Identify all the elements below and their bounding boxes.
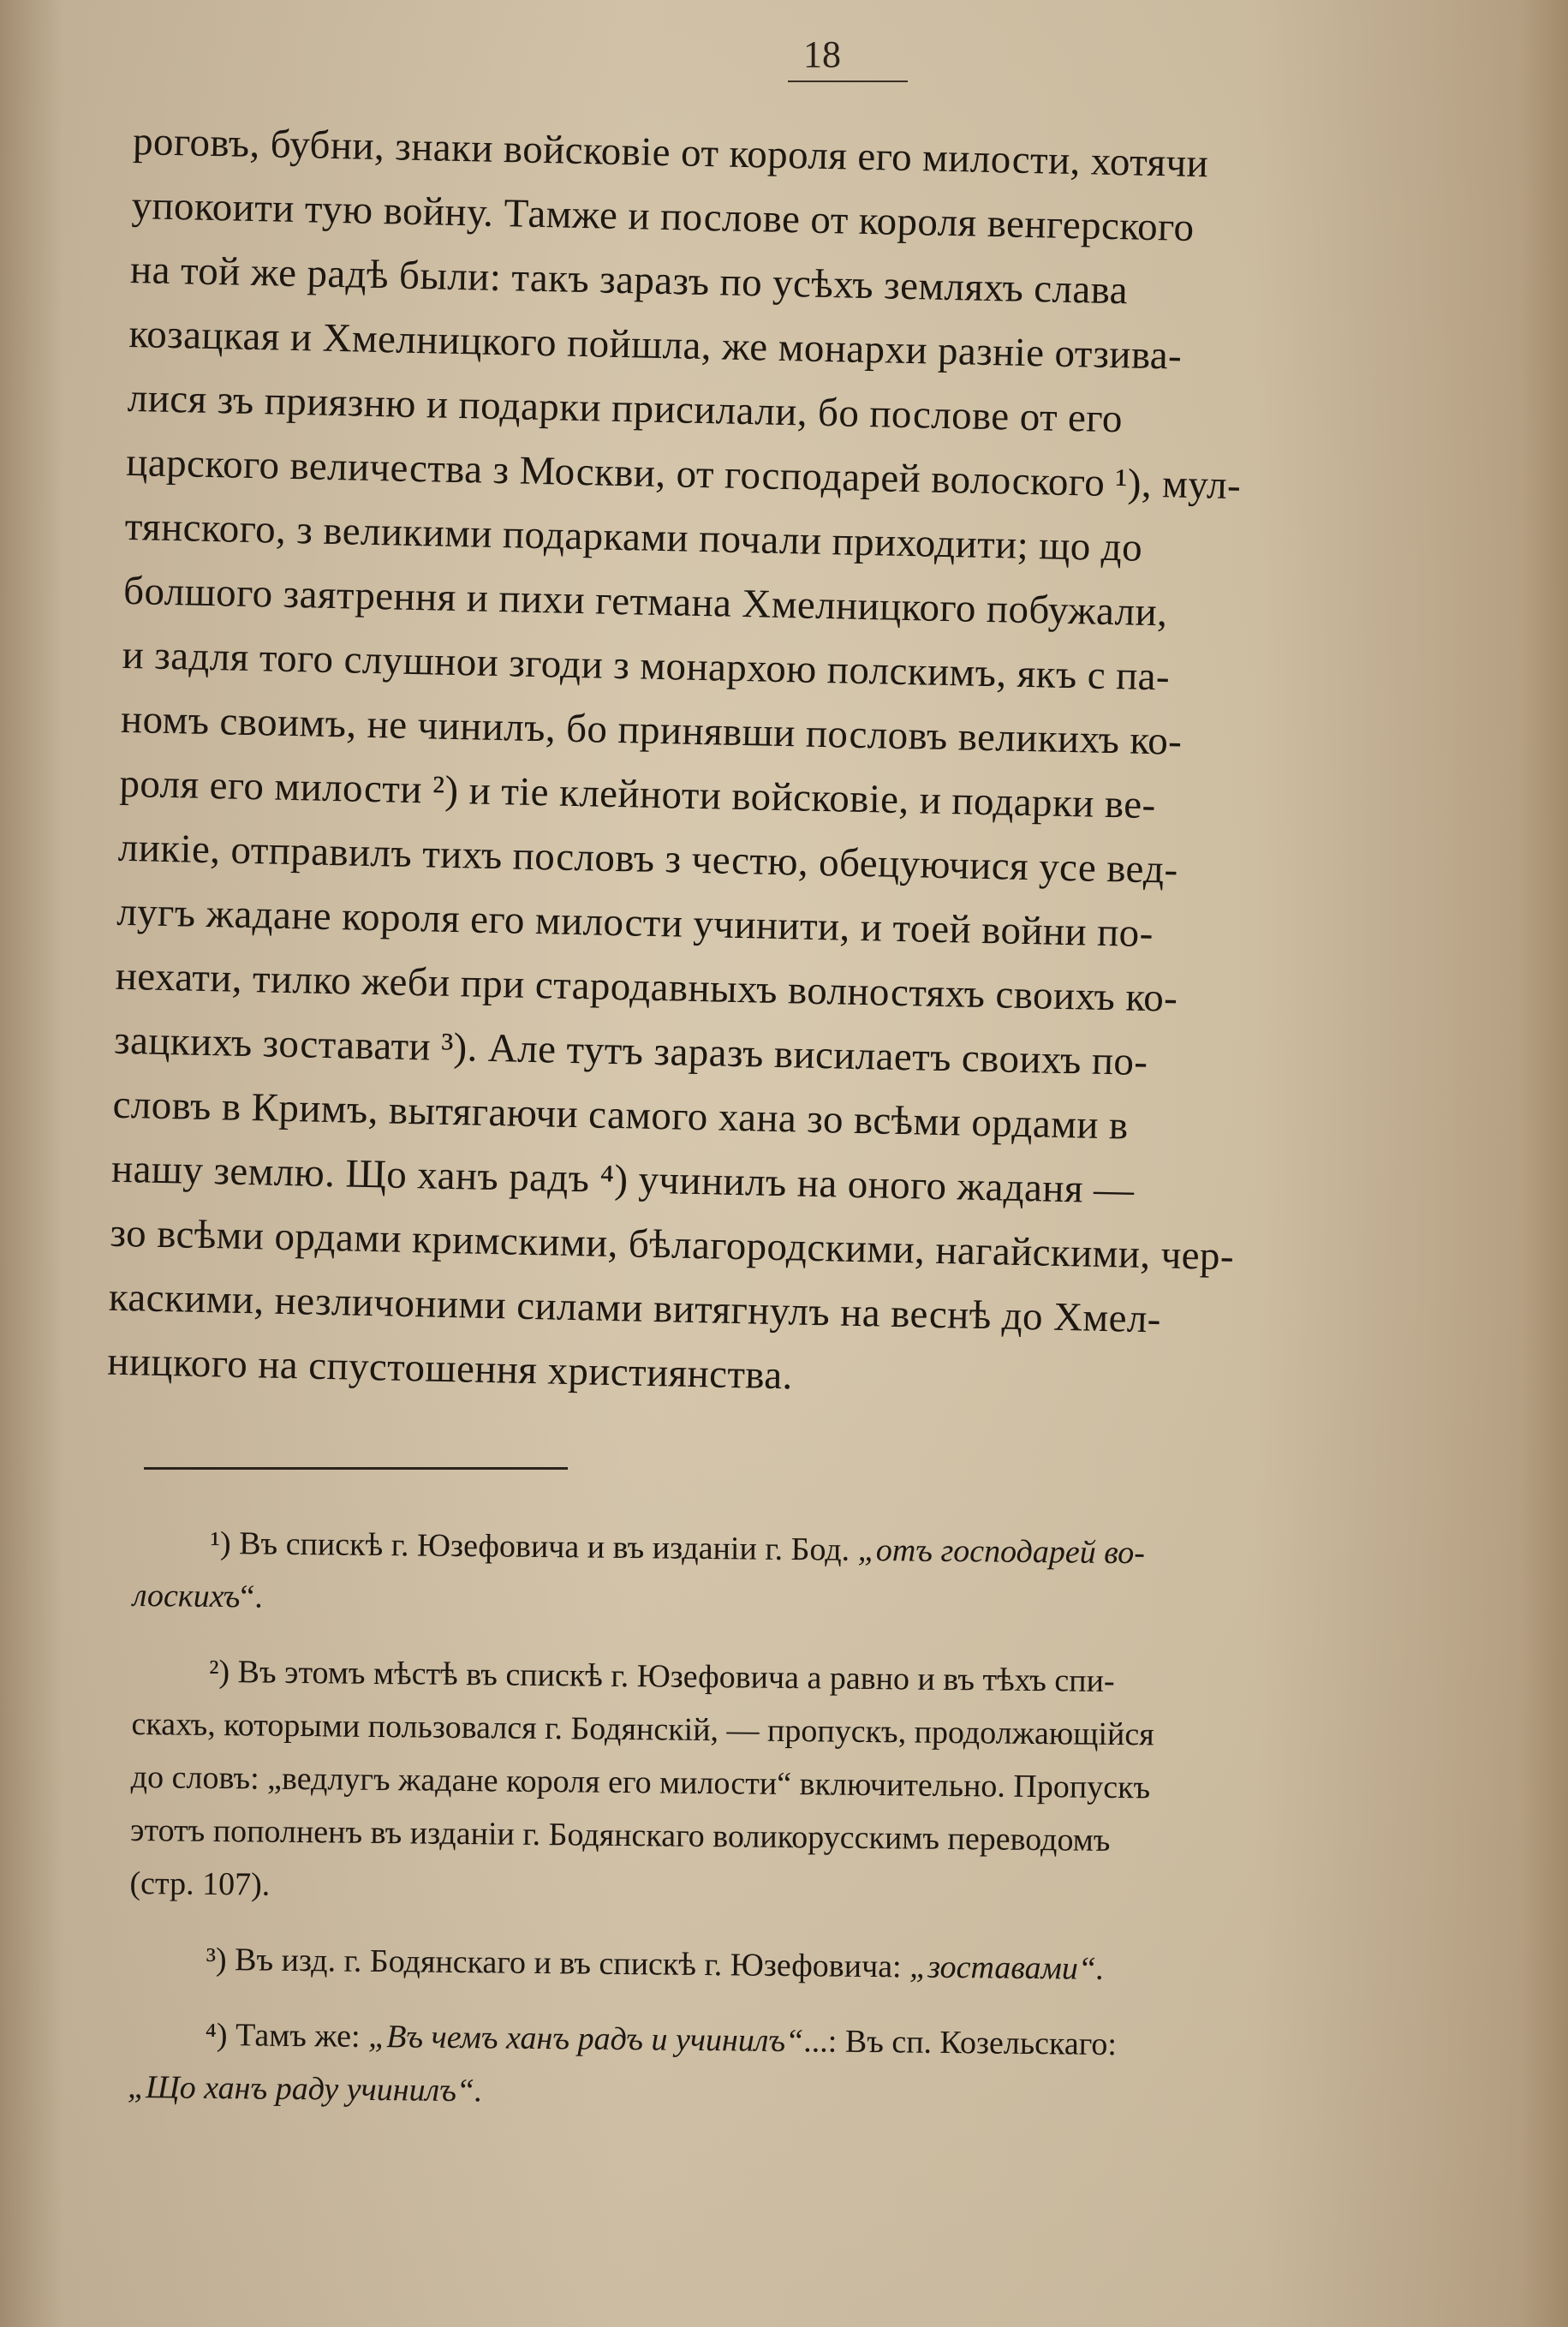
text-line: зо всѣми ордами кримскими, бѣлагородскими, нагайскими, чер- xyxy=(109,1210,1235,1280)
footnote-text: скахъ, которыми пользовался г. Бодянскій, — пропускъ, продолжающійся xyxy=(131,1705,1154,1753)
text-line: номъ своимъ, не чинилъ, бо принявши пословъ великихъ ко- xyxy=(120,696,1183,764)
text-line: болшого заятрення и пихи гетмана Хмелницкого побужали, xyxy=(122,568,1168,635)
footnote-divider xyxy=(144,1467,568,1470)
footnote-text: “. xyxy=(240,1578,263,1615)
text-line: козацкая и Хмелницкого пойшла, же монархи разніе отзива- xyxy=(128,311,1183,379)
footnote-4 xyxy=(128,2008,1541,2128)
footnote-1 xyxy=(133,1516,1547,1637)
text-line: тянского, з великими подарками почали приходити; що до xyxy=(124,504,1143,570)
text-line: нехати, тилко жеби при стародавныхъ волностяхъ своихъ ко- xyxy=(115,953,1178,1021)
text-line: нашу землю. Що ханъ радъ ⁴) учинилъ на оного жаданя — xyxy=(110,1146,1136,1213)
text-line: ницкого на спустошення християнства. xyxy=(106,1339,794,1399)
footnote-text: до словъ: „ведлугъ жадане короля его милости“ включительно. Пропускъ xyxy=(130,1758,1151,1806)
footnote-2 xyxy=(129,1644,1545,1924)
footnote-text: этотъ пополненъ въ изданіи г. Бодянскаго воликорусскимъ переводомъ xyxy=(129,1811,1111,1859)
footnote-text: Въ изд. г. Бодянскаго и въ спискѣ г. Юзефовича: xyxy=(234,1942,910,1985)
footnote-text: Въ этомъ мѣстѣ въ спискѣ г. Юзефовича а равно и въ тѣхъ спи- xyxy=(237,1654,1115,1700)
footnote-3 xyxy=(128,1932,1542,2000)
footnote-mark: ³) xyxy=(206,1941,227,1978)
main-text xyxy=(107,110,1538,1423)
text-line: зацкихъ зоставати ³). Але тутъ заразъ висилаетъ своихъ по- xyxy=(113,1017,1148,1085)
footnote-mark: ⁴) xyxy=(205,2016,228,2054)
footnote-text: (стр. 107). xyxy=(129,1865,271,1903)
page-number: 18 xyxy=(803,33,841,75)
footnote-mark: ²) xyxy=(208,1653,230,1691)
footnote-quote: „Въ чемъ ханъ радъ и учинилъ“ xyxy=(367,2018,804,2060)
page-number-rule xyxy=(788,81,908,82)
footnote-text: Въ спискѣ г. Юзефовича и въ изданіи г. Бод. xyxy=(238,1525,858,1568)
footnotes xyxy=(127,1516,1546,2151)
text-line: лугъ жадане короля его милости учинити, и тоей войни по- xyxy=(116,889,1154,957)
footnote-mark: ¹) xyxy=(210,1524,231,1562)
footnote-quote: „отъ господарей во- xyxy=(857,1531,1146,1572)
footnote-quote: лоскихъ xyxy=(132,1577,241,1615)
text-line: на той же радѣ были: такъ заразъ по усѣхъ земляхъ слава xyxy=(129,247,1129,313)
text-line: словъ в Кримъ, вытягаючи самого хана зо всѣми ордами в xyxy=(112,1082,1130,1149)
text-line: лися зъ приязню и подарки присилали, бо послове от его xyxy=(127,375,1124,442)
text-line: роля его милости ²) и тіе клейноти войсковіе, и подарки ве- xyxy=(118,761,1157,828)
text-line: царского величества з Москви, от господарей волоского ¹), мул- xyxy=(125,439,1242,509)
footnote-quote: „зоставами“. xyxy=(909,1948,1105,1987)
text-line: упокоити тую войну. Тамже и послове от короля венгерского xyxy=(131,182,1195,250)
footnote-text: ...: Въ сп. Козельскаго: xyxy=(803,2023,1118,2063)
text-line: каскими, незличоними силами витягнулъ на веснѣ до Хмел- xyxy=(108,1274,1162,1342)
text-line: роговъ, бубни, знаки войсковіе от короля его милости, хотячи xyxy=(132,118,1209,187)
text-line: и задля того слушнои згоди з монархою полскимъ, якъ с па- xyxy=(122,632,1171,700)
footnote-text: Тамъ же: xyxy=(235,2017,369,2055)
footnote-quote: „Що ханъ раду учинилъ“. xyxy=(127,2068,483,2109)
text-line: ликіе, отправилъ тихъ пословъ з честю, обецуючися усе вед- xyxy=(117,825,1179,892)
